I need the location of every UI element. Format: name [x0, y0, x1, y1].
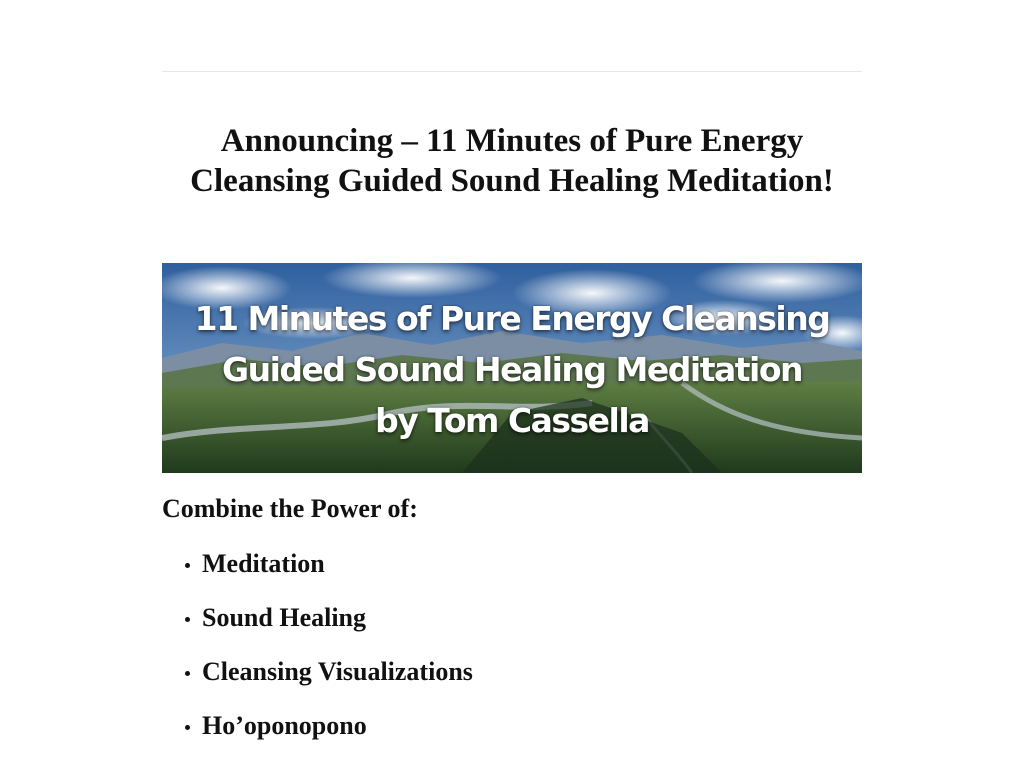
banner-line: Guided Sound Healing Meditation — [222, 350, 802, 389]
list-item — [162, 654, 473, 708]
banner-line: 11 Minutes of Pure Energy Cleansing — [194, 299, 830, 338]
list-item-label: Meditation — [202, 549, 325, 578]
power-list — [162, 546, 473, 762]
bullet-icon — [185, 617, 190, 622]
article-title: Announcing – 11 Minutes of Pure Energy Cleansing Guided Sound Healing Meditation! — [190, 123, 834, 199]
header-divider — [162, 71, 862, 72]
banner-image — [162, 263, 862, 473]
section-subheading: Combine the Power of: — [162, 494, 418, 523]
banner-caption — [162, 293, 862, 446]
list-item — [162, 708, 473, 762]
list-item — [162, 600, 473, 654]
list-item-label: Sound Healing — [202, 603, 367, 632]
list-item — [162, 546, 473, 600]
bullet-icon — [185, 671, 190, 676]
list-item-label: Cleansing Visualizations — [202, 657, 473, 686]
banner-line: by Tom Cassella — [375, 401, 649, 440]
bullet-icon — [185, 725, 190, 730]
list-item-label: Ho’oponopono — [202, 711, 367, 740]
bullet-icon — [185, 563, 190, 568]
